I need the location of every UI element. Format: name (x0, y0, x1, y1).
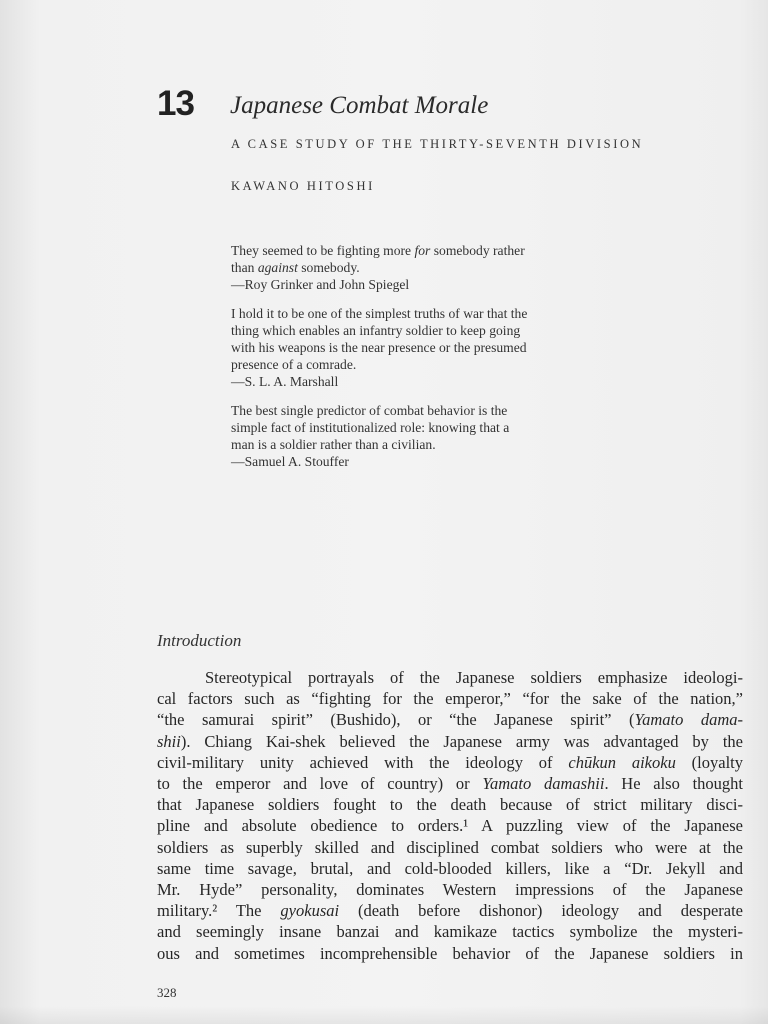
epigraph-line: simple fact of institutionalized role: knowing that a (231, 420, 510, 435)
epigraph-line: man is a soldier rather than a civilian. (231, 437, 436, 452)
chapter-title: Japanese Combat Morale (230, 92, 489, 119)
epigraphs (231, 242, 631, 482)
body-line: military.² The gyokusai (death before dishonor) ideology and desperate (157, 901, 744, 921)
section-heading: Introduction (157, 631, 242, 650)
body-line: Stereotypical portrayals of the Japanese soldiers emphasize ideologi- (205, 668, 743, 687)
epigraph (231, 402, 631, 470)
epigraph-attribution: —Roy Grinker and John Spiegel (231, 277, 410, 292)
epigraph-line: presence of a comrade. (231, 357, 357, 372)
body-line: same time savage, brutal, and cold-blooded killers, like a “Dr. Jekyll and (157, 858, 743, 878)
epigraph-line: thing which enables an infantry soldier to keep going (231, 323, 521, 338)
body-line: soldiers as superbly skilled and disciplined combat soldiers who were at the (157, 837, 743, 857)
chapter-author: KAWANO HITOSHI (231, 179, 375, 193)
epigraph-attribution: —Samuel A. Stouffer (231, 454, 349, 469)
chapter-number: 13 (157, 84, 194, 123)
chapter-subtitle: A CASE STUDY OF THE THIRTY-SEVENTH DIVISION (231, 137, 644, 151)
epigraph-line: than against somebody. (231, 260, 360, 275)
body-line: cal factors such as “fighting for the emperor,” “for the sake of the nation,” (157, 689, 743, 709)
body-line: “the samurai spirit” (Bushido), or “the Japanese spirit” (Yamato dama- (157, 710, 743, 730)
epigraph (231, 242, 631, 293)
epigraph-line: The best single predictor of combat behavior is the (231, 403, 508, 418)
body-line: that Japanese soldiers fought to the death because of strict military disci- (157, 795, 743, 815)
epigraph-line: They seemed to be fighting more for somebody rather (231, 243, 525, 258)
epigraph-line: with his weapons is the near presence or the presumed (231, 340, 527, 355)
body-line: Mr. Hyde” personality, dominates Western impressions of the Japanese (157, 880, 743, 900)
body-line: civil-military unity achieved with the ideology of chūkun aikoku (loyalty (157, 752, 743, 772)
body-paragraph (157, 667, 743, 964)
body-line: pline and absolute obedience to orders.¹ A puzzling view of the Japanese (157, 816, 743, 836)
epigraph-attribution: —S. L. A. Marshall (231, 374, 339, 389)
body-line: shii). Chiang Kai-shek believed the Japanese army was advantaged by the (157, 731, 743, 751)
body-line: ous and sometimes incomprehensible behavior of the Japanese soldiers in (157, 943, 743, 963)
page-number: 328 (157, 985, 177, 1000)
body-line: and seemingly insane banzai and kamikaze tactics symbolize the mysteri- (157, 922, 743, 942)
epigraph (231, 305, 631, 390)
epigraph-line: I hold it to be one of the simplest truths of war that the (231, 306, 528, 321)
body-line: to the emperor and love of country) or Yamato damashii. He also thought (157, 774, 743, 794)
